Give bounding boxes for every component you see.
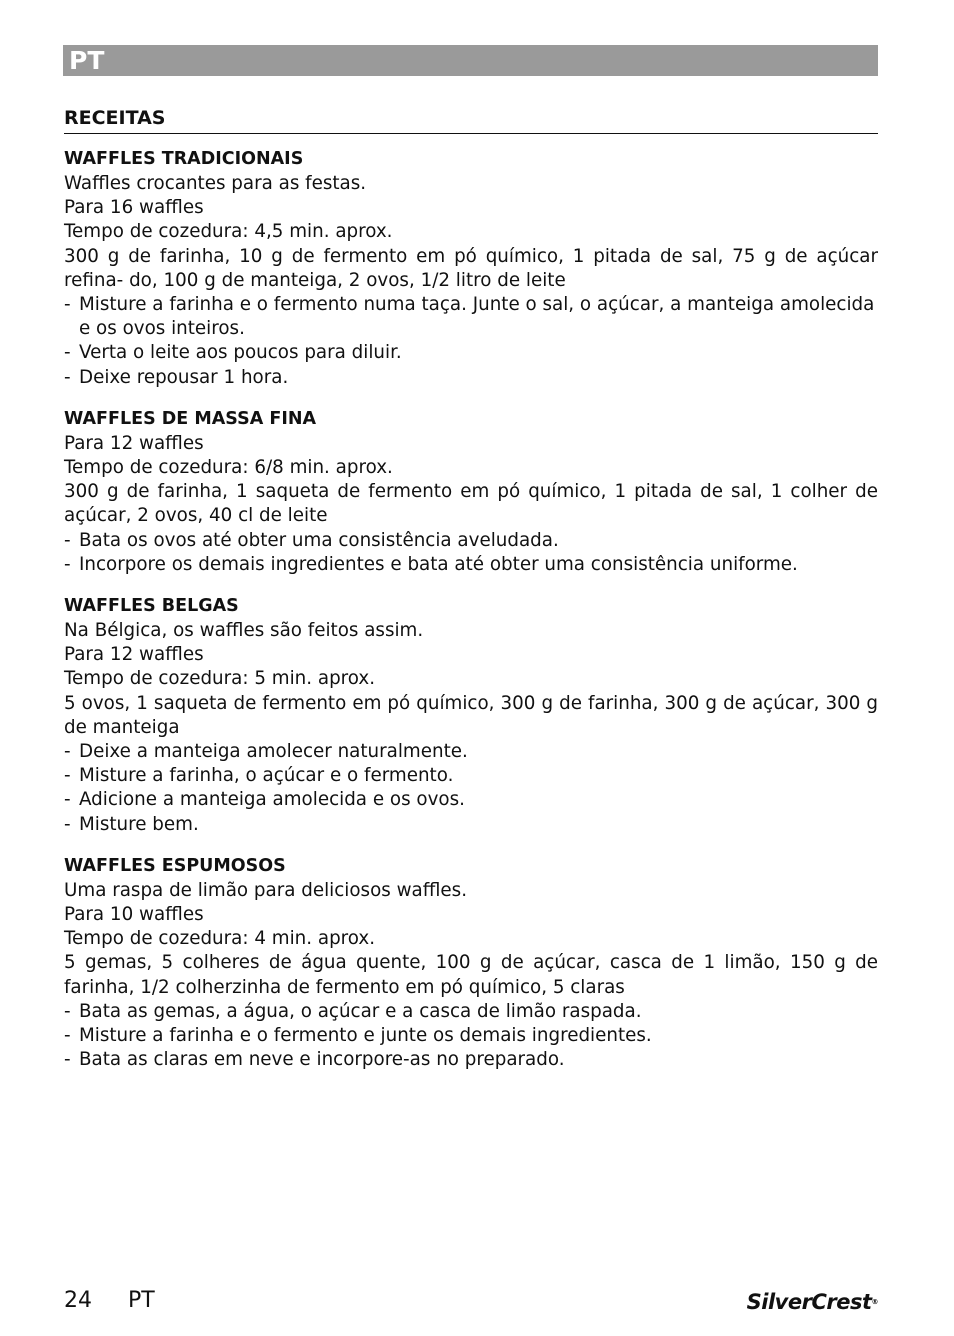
recipe-title: WAFFLES BELGAS xyxy=(64,596,239,617)
recipe-line: Para 10 waffles xyxy=(64,904,204,926)
recipe-ingredients: 300 g de farinha, 1 saqueta de fermento em pó químico, 1 pitada de sal, 1 colher de açúcar, 2 ovos, 40 cl de leite xyxy=(64,481,878,527)
recipe-step: - Adicione a manteiga amolecida e os ovos. xyxy=(64,789,465,811)
step-text: Misture bem. xyxy=(79,813,199,835)
recipe-step: - Deixe repousar 1 hora. xyxy=(64,366,289,388)
brand-name: SilverCrest xyxy=(746,1290,872,1314)
recipe-waffles-tradicionais xyxy=(64,148,878,390)
recipes-content xyxy=(64,106,878,1091)
recipe-step: - Misture a farinha, o açúcar e o fermento. xyxy=(64,765,454,787)
brand-logo xyxy=(747,1289,878,1315)
recipe-ingredients: 5 ovos, 1 saqueta de fermento em pó químico, 300 g de farinha, 300 g de açúcar, 300 g de manteiga xyxy=(64,692,878,738)
recipe-step: - Bata as claras em neve e incorpore-as no preparado. xyxy=(64,1049,565,1071)
step-text: Adicione a manteiga amolecida e os ovos. xyxy=(79,789,465,811)
recipe-step: - Verta o leite aos poucos para diluir. xyxy=(64,342,402,364)
recipe-line: Para 12 waffles xyxy=(64,432,204,454)
footer-language: PT xyxy=(128,1288,155,1313)
recipe-title: WAFFLES TRADICIONAIS xyxy=(64,149,304,169)
recipe-waffles-espumosos xyxy=(64,855,878,1073)
recipe-line: Waffles crocantes para as festas. xyxy=(64,173,367,194)
step-text: Bata as gemas, a água, o açúcar e a casca de limão raspada. xyxy=(79,1000,642,1022)
language-code: PT xyxy=(69,46,105,75)
recipe-ingredients: 300 g de farinha, 10 g de fermento em pó químico, 1 pitada de sal, 75 g de açúcar refina- do, 100 g de manteiga, 2 ovos, 1/2 litro de leite xyxy=(64,245,878,291)
step-text: Incorpore os demais ingredientes e bata até obter uma consistência uniforme. xyxy=(79,553,798,575)
recipe-line: Na Bélgica, os waffles são feitos assim. xyxy=(64,620,424,642)
page-number: 24 xyxy=(64,1288,92,1313)
section-title: RECEITAS xyxy=(64,106,878,134)
recipe-title: WAFFLES DE MASSA FINA xyxy=(64,408,317,429)
recipe-line: Para 12 waffles xyxy=(64,644,204,666)
recipe-step: - Bata as gemas, a água, o açúcar e a casca de limão raspada. xyxy=(64,1000,642,1022)
recipe-step: - Misture a farinha e o fermento e junte os demais ingredientes. xyxy=(64,1025,652,1047)
recipe-step: - Misture a farinha e o fermento numa taça. Junte o sal, o açúcar, a manteiga amolecida e os ovos inteiros. xyxy=(64,294,875,340)
step-text: Deixe repousar 1 hora. xyxy=(79,366,289,388)
step-text: Misture a farinha e o fermento numa taça. Junte o sal, o açúcar, a manteiga amolecida e os ovos inteiros. xyxy=(79,294,875,340)
recipe-step: - Incorpore os demais ingredientes e bata até obter uma consistência uniforme. xyxy=(64,553,798,575)
step-text: Misture a farinha e o fermento e junte os demais ingredientes. xyxy=(79,1025,652,1047)
recipe-step: - Bata os ovos até obter uma consistência aveludada. xyxy=(64,529,559,551)
recipe-step: - Misture bem. xyxy=(64,813,199,835)
step-text: Bata os ovos até obter uma consistência aveludada. xyxy=(79,529,559,551)
step-text: Misture a farinha, o açúcar e o fermento. xyxy=(79,765,454,787)
recipe-line: Tempo de cozedura: 6/8 min. aprox. xyxy=(64,457,393,479)
step-text: Bata as claras em neve e incorpore-as no preparado. xyxy=(79,1049,565,1071)
recipe-title: WAFFLES ESPUMOSOS xyxy=(64,855,286,876)
recipe-ingredients: 5 gemas, 5 colheres de água quente, 100 g de açúcar, casca de 1 limão, 150 g de farinha, 1/2 colherzinha de fermento em pó químico, 5 claras xyxy=(64,952,878,998)
recipe-line: Para 16 waffles xyxy=(64,197,204,219)
step-text: Verta o leite aos poucos para diluir. xyxy=(79,342,402,364)
step-text: Deixe a manteiga amolecer naturalmente. xyxy=(79,741,468,763)
recipe-line: Uma raspa de limão para deliciosos waffles. xyxy=(64,879,468,901)
recipe-waffles-massa-fina xyxy=(64,408,878,577)
brand-registered-mark: ® xyxy=(871,1298,878,1306)
recipe-step: - Deixe a manteiga amolecer naturalmente. xyxy=(64,741,468,763)
recipe-line: Tempo de cozedura: 4 min. aprox. xyxy=(64,928,376,950)
recipe-line: Tempo de cozedura: 5 min. aprox. xyxy=(64,668,376,690)
recipe-line: Tempo de cozedura: 4,5 min. aprox. xyxy=(64,221,393,243)
recipe-waffles-belgas xyxy=(64,595,878,837)
language-header-bar xyxy=(63,45,878,76)
